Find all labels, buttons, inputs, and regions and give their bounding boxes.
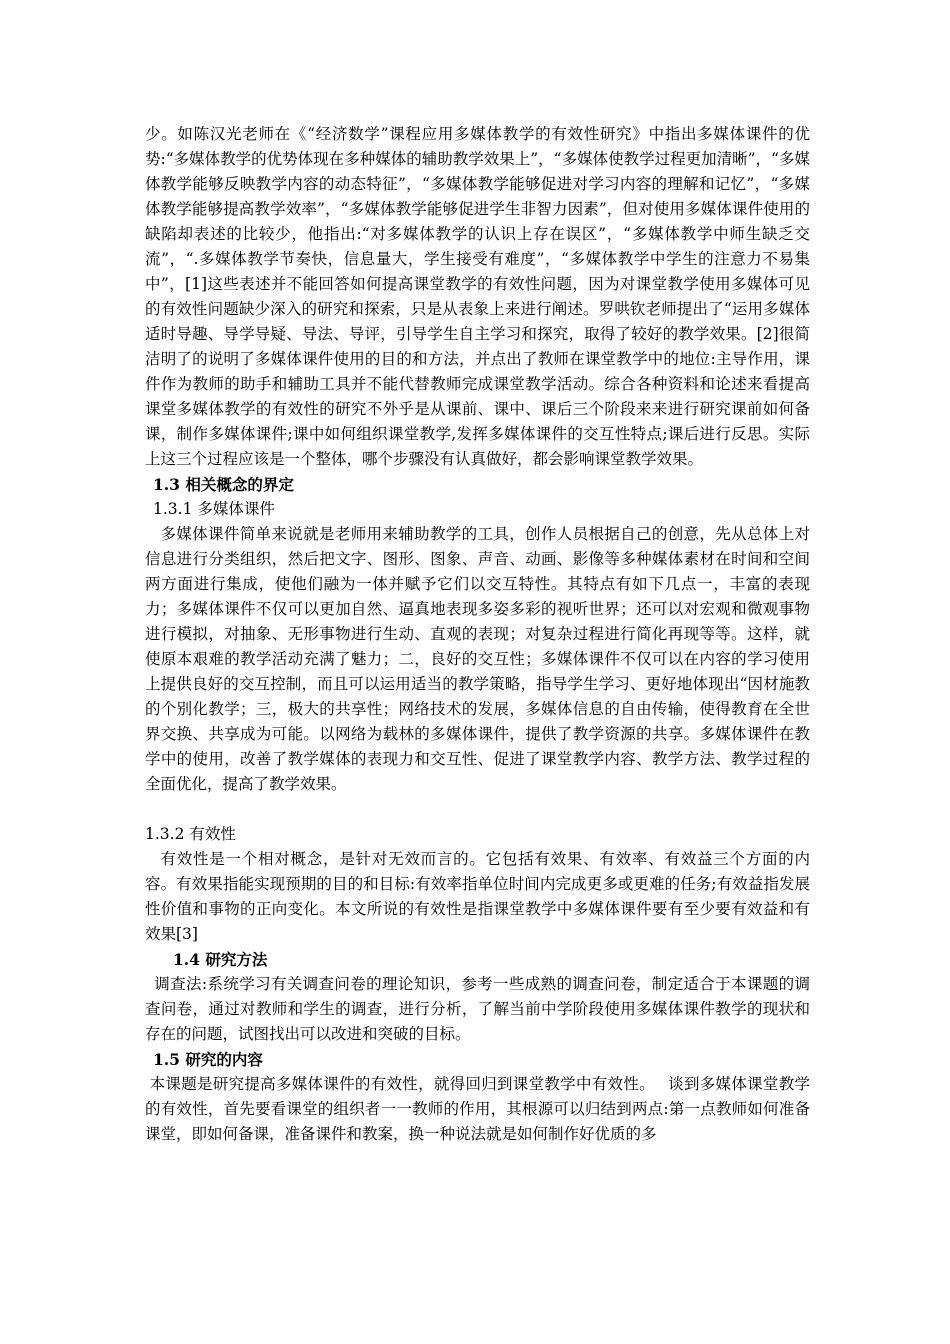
heading-section-1-3: 1.3 相关概念的界定 [153,475,294,494]
paragraph-multimedia-courseware: 多媒体课件简单来说就是老师用来辅助教学的工具，创作人员根据自己的创意，先从总体上对信息进行分类组织，然后把文字、图形、图象、声音、动画、影像等多种媒体素材在时间和空间两方面进行集成，使他们融为一体并赋予它们以交互特性。其特点有如下几点一，丰富的表现力；多媒体课件不仅可以更加自然、逼真地表现多姿多彩的视听世界；还可以对宏观和微观事物进行模拟，对抽象、无形事物进行生动、直观的表现；对复杂过程进行简化再现等等。这样，就使原本艰难的教学活动充满了魅力；二，良好的交互性；多媒体课件不仅可以在内容的学习使用上提供良好的交互控制，而且可以运用适当的教学策略，指导学生学习、更好地体现出“因材施教的个别化教学；三，极大的共享性；网络技术的发展，多媒体信息的自由传输，使得教育在全世界交换、共享成为可能。以网络为载林的多媒体课件，提供了教学资源的共享。多媒体课件在教学中的使用，改善了教学媒体的表现力和交互性、促进了课堂教学内容、教学方法、教学过程的全面优化，提高了教学效果。 [145,525,810,793]
heading-section-1-3-2: 1.3.2 有效性 [145,825,236,843]
blank-line [145,797,810,822]
document-page [145,122,810,1147]
paragraph-research-method: 调查法:系统学习有关调查问卷的理论知识，参考一些成熟的调查问卷，制定适合于本课题的调查问卷，通过对教师和学生的调查，进行分析，了解当前中学阶段使用多媒体课件教学的现状和存在的问题，试图找出可以改进和突破的目标。 [145,975,810,1043]
paragraph-literature-review: 少。如陈汉光老师在《“经济数学”课程应用多媒体教学的有效性研究》中指出多媒体课件的优势:“多媒体教学的优势体现在多种媒体的辅助教学效果上”，“多媒体使教学过程更加清晰”，“多媒体教学能够反映教学内容的动态特征”，“多媒体教学能够促进对学习内容的理解和记忆”，“多媒体教学能够提高教学效率”，“多媒体教学能够促进学生非智力因素”，但对使用多媒体课件使用的缺陷却表述的比较少，他指出:“对多媒体教学的认识上存在误区”，“多媒体教学中师生缺乏交流”，“.多媒体教学节奏快，信息量大，学生接受有难度”，“多媒体教学中学生的注意力不易集中”，[1]这些表述并不能回答如何提高课堂教学的有效性问题，因为对课堂教学使用多媒体可见的有效性问题缺少深入的研究和探索，只是从表象上来进行阐述。罗哄钦老师提出了“运用多媒体适时导趣、导学导疑、导法、导评，引导学生自主学习和探究，取得了较好的教学效果。[2]很简洁明了的说明了多媒体课件使用的目的和方法，并点出了教师在课堂教学中的地位:主导作用，课件作为教师的助手和辅助工具并不能代替教师完成课堂教学活动。综合各种资料和论述来看提高课堂多媒体教学的有效性的研究不外乎是从课前、课中、课后三个阶段来来进行研究课前如何备课，制作多媒体课件;课中如何组织课堂教学,发挥多媒体课件的交互性特点;课后进行反思。实际上这三个过程应该是一个整体，哪个步骤没有认真做好，都会影响课堂教学效果。 [145,125,810,468]
paragraph-research-content: 本课题是研究提高多媒体课件的有效性，就得回归到课堂教学中有效性。 谈到多媒体课堂教学的有效性，首先要看课堂的组织者一一教师的作用，其根源可以归结到两点:第一点教师如何准备课堂，即如何备课，准备课件和教案，换一种说法就是如何制作好优质的多 [145,1075,810,1143]
paragraph-effectiveness: 有效性是一个相对概念，是针对无效而言的。它包括有效果、有效率、有效益三个方面的内容。有效果指能实现预期的目的和目标:有效率指单位时间内完成更多或更难的任务;有效益指发展性价值和事物的正向变化。本文所说的有效性是指课堂教学中多媒体课件要有至少要有效益和有效果[3] [145,850,810,943]
heading-section-1-4: 1.4 研究方法 [173,950,268,969]
heading-section-1-5: 1.5 研究的内容 [153,1050,263,1069]
heading-section-1-3-1: 1.3.1 多媒体课件 [153,500,275,518]
